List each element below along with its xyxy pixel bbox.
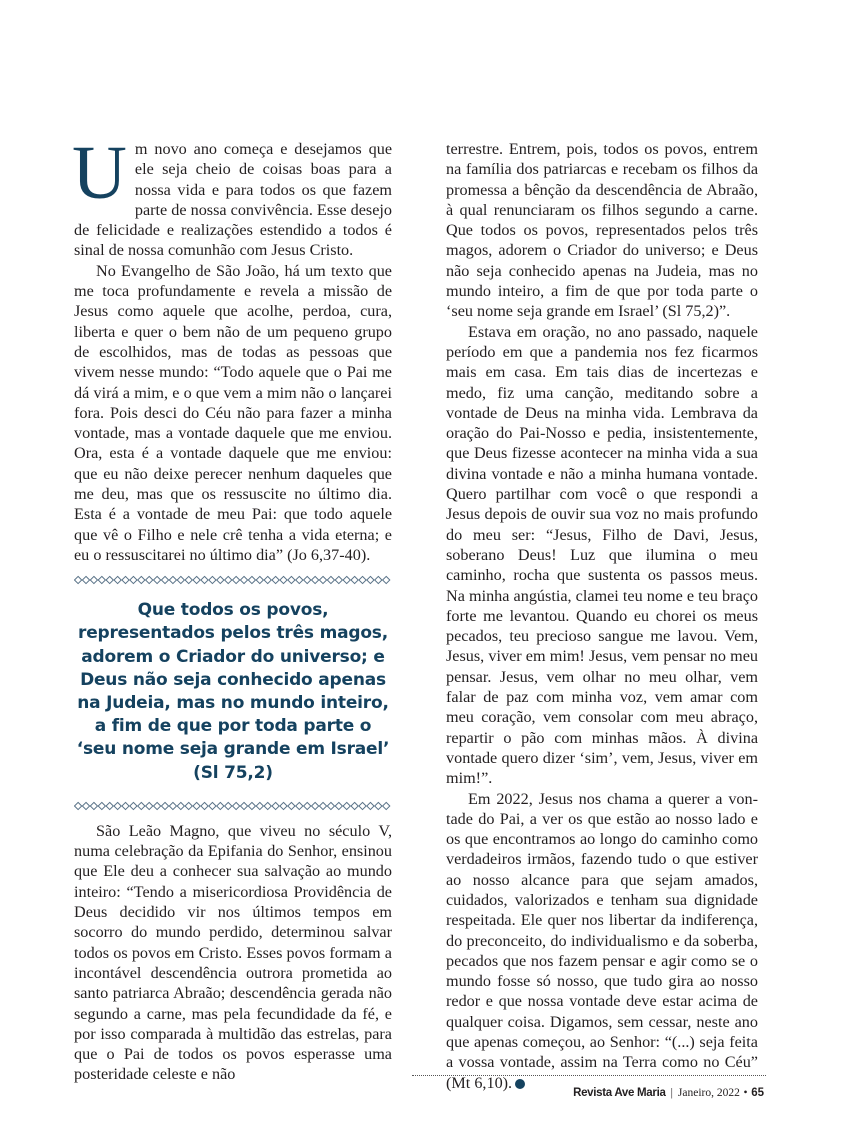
ornament-diamond xyxy=(280,577,287,584)
footer-bullet: • xyxy=(743,1087,748,1099)
ornament-diamond xyxy=(240,802,247,809)
footer-dotted-rule xyxy=(412,1075,766,1076)
ornament-diamond xyxy=(335,577,342,584)
ornament-diamond xyxy=(327,577,334,584)
ornament-diamond xyxy=(154,577,161,584)
ornament-diamond xyxy=(272,577,279,584)
ornament-diamond xyxy=(169,802,176,809)
ornament-diamond xyxy=(177,802,184,809)
ornament-diamond xyxy=(225,577,232,584)
ornament-diamond xyxy=(138,802,145,809)
ornament-diamond xyxy=(106,802,113,809)
ornament-diamond xyxy=(312,577,319,584)
ornament-diamond xyxy=(193,577,200,584)
ornament-diamond xyxy=(146,802,153,809)
ornament-diamond xyxy=(296,802,303,809)
body-paragraph-2022 xyxy=(446,789,758,1093)
ornament-diamond xyxy=(280,802,287,809)
ornament-diamond xyxy=(114,577,121,584)
ornament-diamond xyxy=(375,802,382,809)
magazine-name: Revista Ave Maria xyxy=(573,1087,666,1099)
body-paragraph-continuation: terrestre. Entrem, pois, todos os povos, entrem na família dos patriarcas e recebam os filhos da promessa a bênção da descendência de Abraão, à qual renunciaram os filhos segundo a carne. Que todos os povos, representados pelos três magos, adorem o Criador do universo; e Deus não seja conhecido apenas na Judeia, mas no mundo inteiro, a fim de que por toda parte o ‘seu nome seja grande em Israel’ (Sl 75,2)”. xyxy=(446,140,758,321)
ornament-diamond xyxy=(327,802,334,809)
ornament-diamond xyxy=(296,577,303,584)
ornament-diamond xyxy=(240,577,247,584)
ornament-diamond xyxy=(209,577,216,584)
ornament-diamond xyxy=(122,577,129,584)
ornament-diamond xyxy=(272,802,279,809)
ornament-diamond xyxy=(114,802,121,809)
end-of-article-bullet-icon xyxy=(515,1079,525,1089)
ornament-diamond xyxy=(90,577,97,584)
pull-quote: Que todos os povos, representados pelos três magos, adorem o Criador do universo; e Deus não seja conhecido apenas na Judeia, mas no mundo inteiro, a fim de que por toda parte o ‘seu nome seja grande em Israel’ (Sl 75,2) xyxy=(76,600,390,783)
right-column xyxy=(446,139,758,1093)
ornament-diamond xyxy=(185,802,192,809)
ornament-diamond xyxy=(177,577,184,584)
ornament-diamond xyxy=(383,577,390,584)
ornament-diamond xyxy=(248,802,255,809)
ornament-diamond xyxy=(130,577,137,584)
ornament-diamond xyxy=(288,802,295,809)
ornament-diamond xyxy=(359,802,366,809)
ornament-diamond xyxy=(367,802,374,809)
ornament-diamond xyxy=(161,577,168,584)
ornament-diamond xyxy=(335,802,342,809)
ornament-diamond xyxy=(343,577,350,584)
ornament-diamond xyxy=(304,802,311,809)
ornament-diamond xyxy=(343,802,350,809)
ornament-diamond xyxy=(98,802,105,809)
ornament-diamond xyxy=(256,577,263,584)
ornament-diamond xyxy=(217,802,224,809)
ornament-diamond xyxy=(75,802,82,809)
ornament-diamond xyxy=(248,577,255,584)
ornament-diamond xyxy=(319,802,326,809)
ornament-diamond xyxy=(130,802,137,809)
ornament-diamond xyxy=(217,577,224,584)
ornament-diamond xyxy=(351,577,358,584)
ornament-diamond xyxy=(264,802,271,809)
ornament-diamond xyxy=(256,802,263,809)
ornament-diamond xyxy=(146,577,153,584)
closing-text: Em 2022, Jesus nos chama a querer a vontade do Pai, a ver os que estão ao nosso lado e os que encontramos ao longo do caminho como verdadeiros irmãos, fazendo tudo o que estiver ao nosso alcance para que sejam amados, cuidados, valorizados e tenham sua dignidade respeitada. Ele quer nos libertar da indiferença, do preconceito, do individualismo e da soberba, pecados que nos fazem pensar e agir como se o mundo fosse só nosso, que tudo gira ao nosso redor e que nossa vontade deve estar acima de qualquer coisa. Digamos, sem cessar, neste ano que apenas começou, ao Senhor: “(...) seja feita a vossa vontade, assim na Terra como no Céu” (Mt 6,10). xyxy=(446,789,758,1092)
ornament-diamond xyxy=(193,802,200,809)
page-footer xyxy=(573,1085,764,1099)
ornament-diamond xyxy=(122,802,129,809)
ornament-divider-bottom xyxy=(74,801,392,811)
ornament-diamond xyxy=(161,802,168,809)
ornament-diamond xyxy=(233,802,240,809)
ornament-diamond xyxy=(367,577,374,584)
body-paragraph-prayer: Estava em oração, no ano passado, naquele período em que a pandemia nos fez ficarmos mais em casa. Em tais dias de incertezas e medo, fiz uma canção, meditando sobre a vontade de Deus na minha vida. Lembrava da oração do Pai-Nosso e pedia, insistentemente, que Deus fizesse acontecer na minha vida a sua divina vontade e não a minha humana vontade. Quero partilhar com você o que respondi a Jesus depois de ouvir sua voz no mais profundo do meu ser: “Jesus, Filho de Davi, Jesus, soberano Deus! Luz que ilumina o meu caminho, rocha que sustenta os passos meus. Na minha angústia, clamei teu nome e teu braço forte me levantou. Quando eu chorei os meus pecados, teu precioso sangue me lavou. Vem, Jesus, viver em mim! Jesus, vem pensar no meu pensar. Jesus, vem olhar no meu olhar, vem falar de paz com minha voz, vem amar com meu coração, vem consolar com meu abraço, repartir o pão com minhas mãos. À divina vontade quero dizer ‘sim’, vem, Jesus, viver em mim!”. xyxy=(446,322,758,788)
ornament-diamond xyxy=(288,577,295,584)
drop-cap: U xyxy=(72,131,127,215)
ornament-diamond xyxy=(138,577,145,584)
ornament-diamond xyxy=(185,577,192,584)
ornament-divider-top xyxy=(74,575,392,585)
ornament-diamond xyxy=(209,802,216,809)
ornament-diamond xyxy=(98,577,105,584)
ornament-diamond xyxy=(225,802,232,809)
body-paragraph-gospel: No Evangelho de São João, há um texto que me toca profundamente e revela a missão de Jesus como aquele que acolhe, perdoa, cura, liberta e quer o bem não de um pequeno grupo de escolhidos, mas de todas as pessoas que vivem nesse mundo: “Todo aquele que o Pai me dá virá a mim, e o que vem a mim não o lançarei fora. Pois desci do Céu não para fazer a minha vontade, mas a vontade daquele que me enviou. Ora, esta é a vontade daquele que me enviou: que eu não deixe perecer nenhum daqueles que me deu, mas que os ressuscite no último dia. Esta é a vontade de meu Pai: que todo aquele que vê o Filho e nele crê tenha a vida eterna; e eu o ressuscitarei no último dia” (Jo 6,37-40). xyxy=(74,261,392,564)
ornament-diamond xyxy=(351,802,358,809)
ornament-diamond xyxy=(82,577,89,584)
intro-text: m novo ano começa e desejamos que ele seja cheio de coisas boas para a nossa vida e para todos os que fazem parte de nossa convivência. Esse desejo de felicidade e realizações estendido a todos é sinal de nossa comunhão com Jesus Cristo. xyxy=(74,140,393,260)
body-paragraph-leao-magno: São Leão Magno, que viveu no século V, numa celebração da Epifania do Senhor, ensinou que Ele deu a conhecer sua salvação ao mundo inteiro: “Tendo a misericordiosa Providência de Deus decidido vir nos últimos tempos em socorro do mundo perdido, determinou salvar todos os povos em Cristo. Esses povos formam a incontável descendência outrora prometida ao santo patriarca Abraão; descendência gerada não segundo a carne, mas pela fecundidade da fé, e por isso comparada à multidão das estrelas, para que o Pai de todos os povos esperasse uma posteridade celeste e não xyxy=(74,821,392,1084)
ornament-diamond xyxy=(82,802,89,809)
left-column xyxy=(72,131,393,1085)
ornament-diamond xyxy=(312,802,319,809)
intro-paragraph xyxy=(72,131,393,261)
ornament-diamond xyxy=(383,802,390,809)
ornament-diamond xyxy=(304,577,311,584)
ornament-diamond xyxy=(106,577,113,584)
ornament-diamond xyxy=(154,802,161,809)
page-number: 65 xyxy=(751,1087,764,1099)
ornament-diamond xyxy=(375,577,382,584)
ornament-diamond xyxy=(233,577,240,584)
ornament-diamond xyxy=(319,577,326,584)
ornament-diamond xyxy=(169,577,176,584)
footer-separator: | xyxy=(670,1087,673,1099)
ornament-diamond xyxy=(75,577,82,584)
ornament-diamond xyxy=(359,577,366,584)
ornament-diamond xyxy=(201,577,208,584)
ornament-diamond xyxy=(201,802,208,809)
issue-date: Janeiro, 2022 xyxy=(677,1087,740,1099)
ornament-diamond xyxy=(90,802,97,809)
ornament-diamond xyxy=(264,577,271,584)
